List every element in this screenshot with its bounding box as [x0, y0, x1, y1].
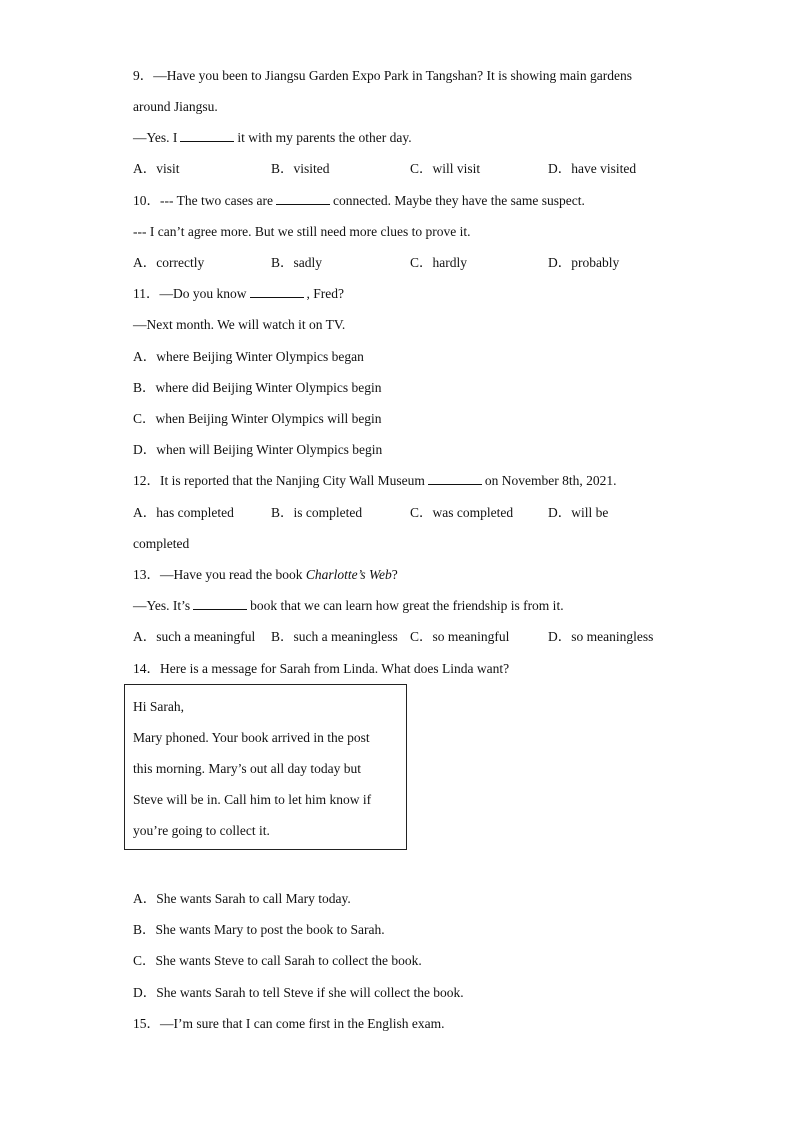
q13-reply-b: book that we can learn how great the friendship is from it. — [250, 598, 564, 613]
q12-option-d[interactable]: D．will be — [548, 505, 609, 520]
q14-option-c[interactable]: C．She wants Steve to call Sarah to collect the book. — [133, 953, 422, 968]
q12-stem-b: on November 8th, 2021. — [484, 473, 617, 488]
q13-stem — [133, 565, 398, 585]
q12-option-b[interactable]: B．is completed — [271, 505, 363, 520]
q11-reply: —Next month. We will watch it on TV. — [133, 317, 346, 332]
q12-option-a[interactable]: A．has completed — [133, 505, 234, 520]
q9-option-a[interactable]: A．visit — [133, 161, 180, 176]
q14-stem: 14．Here is a message for Sarah from Linda. What does Linda want? — [133, 661, 510, 676]
q9-stem-cont: around Jiangsu. — [133, 99, 218, 114]
message-box — [124, 684, 407, 850]
q9-blank[interactable] — [180, 129, 234, 142]
q9-reply-a: —Yes. I — [133, 130, 178, 145]
message-line: this morning. Mary’s out all day today but — [133, 761, 361, 776]
q10-option-b[interactable]: B．sadly — [271, 255, 323, 270]
message-line: you’re going to collect it. — [133, 823, 270, 838]
q14-option-b[interactable]: B．She wants Mary to post the book to Sarah. — [133, 922, 385, 937]
q14-option-a[interactable]: A．She wants Sarah to call Mary today. — [133, 891, 351, 906]
q10-stem-a: 10．--- The two cases are — [133, 193, 273, 208]
q9-stem: 9．—Have you been to Jiangsu Garden Expo Park in Tangshan? It is showing main gardens — [133, 68, 632, 83]
q9-option-d[interactable]: D．have visited — [548, 161, 637, 176]
q9-option-b[interactable]: B．visited — [271, 161, 330, 176]
q13-option-b[interactable]: B．such a meaningless — [271, 629, 398, 644]
message-line: Mary phoned. Your book arrived in the post — [133, 730, 370, 745]
q10-option-d[interactable]: D．probably — [548, 255, 620, 270]
q10-stem — [133, 191, 585, 211]
message-line: Hi Sarah, — [133, 699, 184, 714]
q13-book-title: Charlotte’s Web — [305, 567, 392, 582]
q14-option-d[interactable]: D．She wants Sarah to tell Steve if she will collect the book. — [133, 985, 464, 1000]
q11-stem — [133, 284, 344, 304]
q13-reply-a: —Yes. It’s — [133, 598, 191, 613]
q11-option-b[interactable]: B．where did Beijing Winter Olympics begin — [133, 380, 382, 395]
q13-stem-a: 13．—Have you read the book — [133, 567, 303, 582]
q11-stem-a: 11．—Do you know — [133, 286, 247, 301]
q10-option-a[interactable]: A．correctly — [133, 255, 205, 270]
q9-reply-b: it with my parents the other day. — [237, 130, 412, 145]
q11-blank[interactable] — [250, 285, 304, 298]
q12-blank[interactable] — [428, 472, 482, 485]
q12-option-d-wrap: completed — [133, 536, 190, 551]
message-line: Steve will be in. Call him to let him know if — [133, 792, 372, 807]
q10-stem-b: connected. Maybe they have the same suspect. — [332, 193, 585, 208]
q9-reply — [133, 128, 412, 148]
q12-stem-a: 12．It is reported that the Nanjing City Wall Museum — [133, 473, 425, 488]
q10-reply: --- I can’t agree more. But we still need more clues to prove it. — [133, 224, 471, 239]
q12-stem — [133, 471, 616, 491]
q13-option-c[interactable]: C．so meaningful — [410, 629, 510, 644]
q10-option-c[interactable]: C．hardly — [410, 255, 467, 270]
q13-reply — [133, 596, 564, 616]
q11-stem-b: , Fred? — [306, 286, 344, 301]
q15-stem: 15．—I’m sure that I can come first in the English exam. — [133, 1016, 445, 1031]
q13-option-d[interactable]: D．so meaningless — [548, 629, 654, 644]
q11-option-a[interactable]: A．where Beijing Winter Olympics began — [133, 349, 364, 364]
q12-option-c[interactable]: C．was completed — [410, 505, 514, 520]
q13-blank[interactable] — [193, 597, 247, 610]
q10-blank[interactable] — [276, 192, 330, 205]
q13-stem-b: ? — [391, 567, 398, 582]
q11-option-d[interactable]: D．when will Beijing Winter Olympics begin — [133, 442, 383, 457]
q9-option-c[interactable]: C．will visit — [410, 161, 481, 176]
q11-option-c[interactable]: C．when Beijing Winter Olympics will begin — [133, 411, 382, 426]
q13-option-a[interactable]: A．such a meaningful — [133, 629, 256, 644]
